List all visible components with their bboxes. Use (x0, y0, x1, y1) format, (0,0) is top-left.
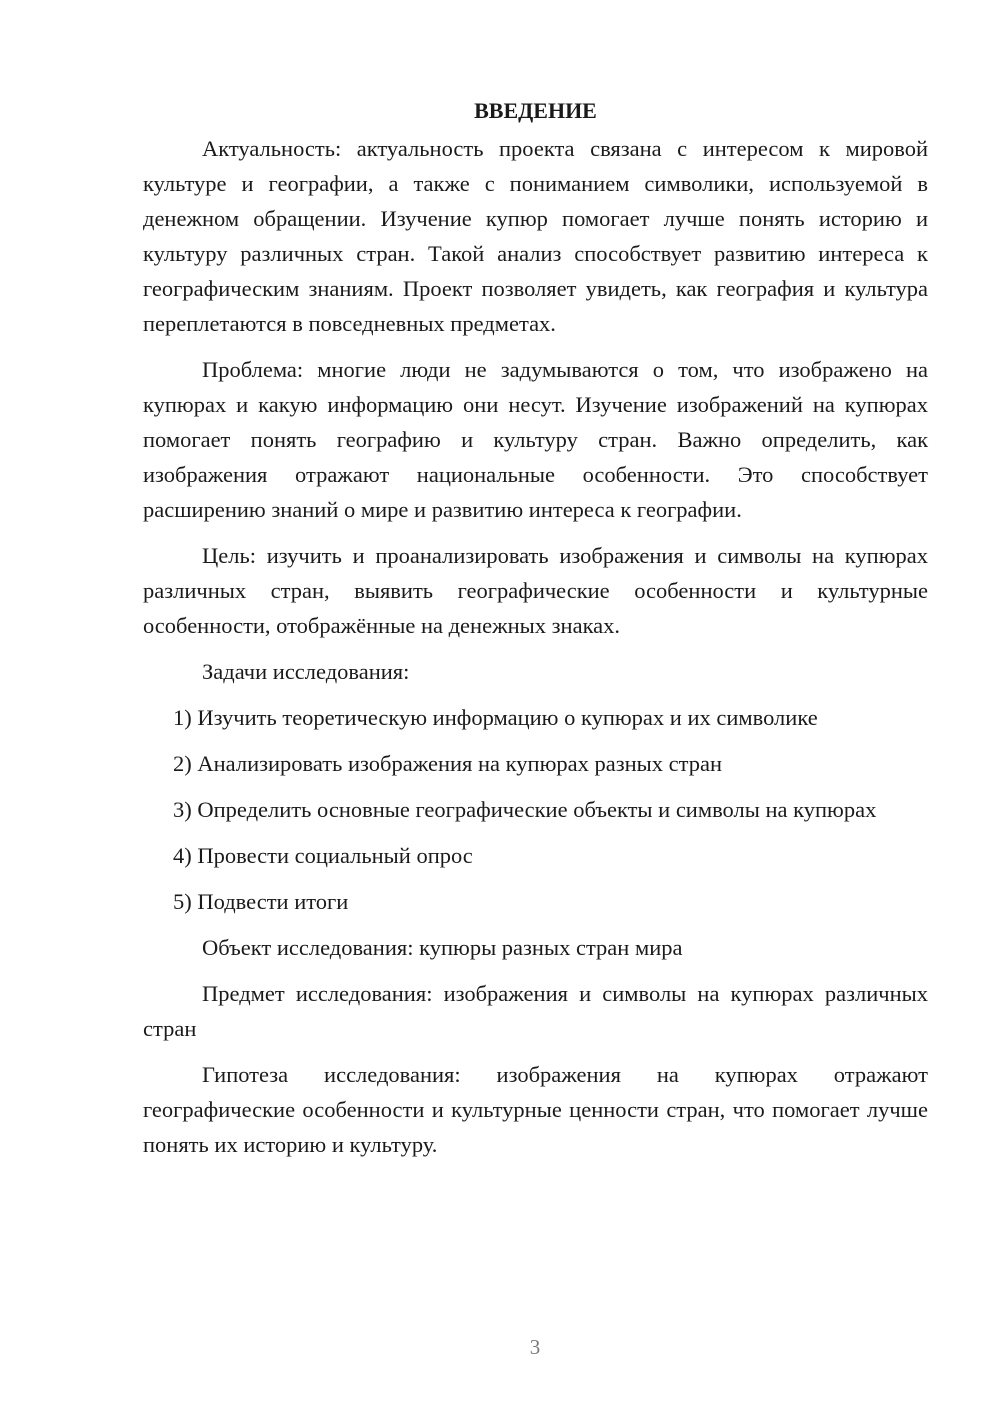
task-item-5: 5) Подвести итоги (173, 889, 349, 914)
task-item-1: 1) Изучить теоретическую информацию о купюрах и их символике (173, 705, 818, 730)
page-title: ВВЕДЕНИЕ (474, 98, 597, 123)
task-item-2: 2) Анализировать изображения на купюрах разных стран (173, 751, 723, 776)
relevance-paragraph: Актуальность: актуальность проекта связана с интересом к мировой культуре и географии, а также с пониманием символики, используемой в денежном обращении. Изучение купюр помогает лучше понять историю и культуру различных стран. Такой анализ способствует развитию интереса к географическим знаниям. Проект позволяет увидеть, как география и культура переплетаются в повседневных предметах. (143, 136, 928, 336)
hypothesis-paragraph: Гипотеза исследования: изображения на купюрах отражают географические особенности и культурные ценности стран, что помогает лучше понять их историю и культуру. (143, 1062, 928, 1157)
tasks-heading: Задачи исследования: (202, 659, 410, 684)
problem-paragraph: Проблема: многие люди не задумываются о том, что изображено на купюрах и какую информацию они несут. Изучение изображений на купюрах помогает понять географию и культуру стран. Важно определить, как изображения отражают национальные особенности. Это способствует расширению знаний о мире и развитию интереса к географии. (143, 357, 928, 522)
task-item-3: 3) Определить основные географические объекты и символы на купюрах (173, 797, 877, 822)
page-body (143, 93, 928, 1162)
page-number: 3 (529, 1335, 541, 1359)
object-paragraph: Объект исследования: купюры разных стран мира (202, 935, 683, 960)
task-item-4: 4) Провести социальный опрос (173, 843, 473, 868)
subject-paragraph: Предмет исследования: изображения и символы на купюрах различных стран (143, 981, 928, 1041)
goal-paragraph: Цель: изучить и проанализировать изображения и символы на купюрах различных стран, выявить географические особенности и культурные особенности, отображённые на денежных знаках. (143, 543, 928, 638)
